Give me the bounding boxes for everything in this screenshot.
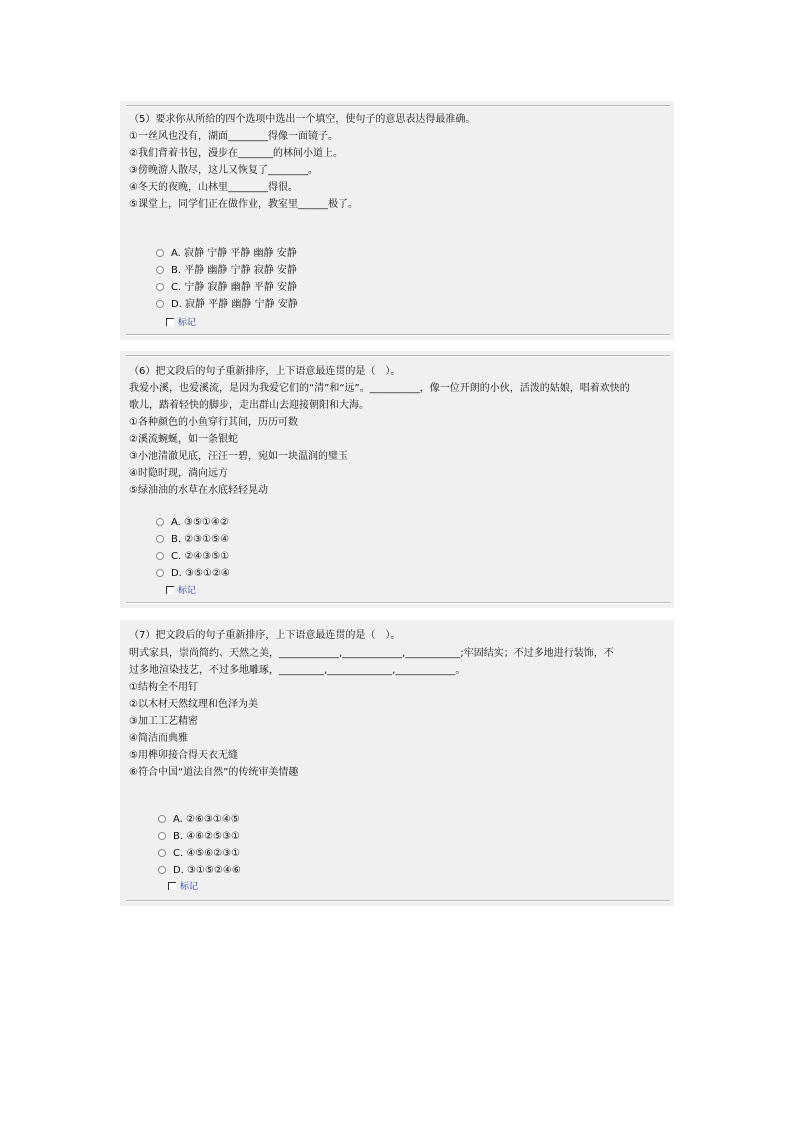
divider: [126, 105, 670, 107]
option-c[interactable]: [156, 281, 297, 295]
option-label: D. ③①⑤②④⑥: [173, 865, 241, 876]
option-d[interactable]: [156, 298, 298, 312]
question-card-7: [120, 620, 674, 906]
option-label: A. ②⑥③①④⑤: [173, 814, 240, 825]
option-label: B. ④⑥②⑤③①: [173, 831, 241, 842]
option-b[interactable]: [156, 533, 229, 547]
sentence-line: ⑥符合中国“道法自然”的传统审美情趣: [129, 767, 299, 778]
radio-button[interactable]: [156, 569, 164, 577]
sentence-line: ①一丝风也没有，湖面________得像一面镜子。: [129, 131, 338, 142]
option-label: D. 寂静 平静 幽静 宁静 安静: [171, 299, 298, 310]
option-label: B. 平静 幽静 宁静 寂静 安静: [171, 265, 297, 276]
mark-label: 标记: [178, 586, 197, 596]
question-prompt: （7）把文段后的句子重新排序，上下语意最连贯的是（ ）。: [129, 630, 401, 641]
sentence-line: ③加工工艺精密: [129, 716, 198, 727]
radio-button[interactable]: [156, 535, 164, 543]
mark-checkbox[interactable]: [166, 318, 174, 326]
option-b[interactable]: [158, 830, 240, 844]
radio-button[interactable]: [158, 832, 166, 840]
option-c[interactable]: [158, 847, 240, 861]
option-b[interactable]: [156, 264, 297, 278]
sentence-line: ①结构全不用钉: [129, 682, 198, 693]
mark-checkbox[interactable]: [166, 586, 174, 594]
option-c[interactable]: [156, 550, 229, 564]
option-d[interactable]: [156, 567, 230, 581]
sentence-line: ②溪流蜿蜒，如一条银蛇: [129, 434, 238, 445]
sentence-line: ④简洁而典雅: [129, 733, 188, 744]
divider: [126, 334, 670, 336]
radio-button[interactable]: [158, 866, 166, 874]
passage-line: 明式家具，崇尚简约、天然之美，____________,____________,___________;牢固结实；不过多地进行装饰，不: [129, 648, 614, 659]
option-label: A. 寂静 宁静 平静 幽静 安静: [171, 248, 297, 259]
divider: [126, 900, 670, 902]
mark-toggle[interactable]: [166, 317, 196, 329]
option-label: D. ③⑤①②④: [171, 568, 230, 579]
radio-button[interactable]: [156, 283, 164, 291]
question-prompt: （6）把文段后的句子重新排序，上下语意最连贯的是（ ）。: [129, 366, 401, 377]
passage-line: 歌儿，踏着轻快的脚步，走出群山去迎接朝阳和大海。: [129, 400, 369, 411]
sentence-line: ⑤用榫卯接合得天衣无缝: [129, 750, 238, 761]
sentence-line: ②以木材天然纹理和色泽为美: [129, 699, 258, 710]
option-d[interactable]: [158, 864, 241, 878]
sentence-line: ②我们背着书包，漫步在_______的林间小道上。: [129, 148, 343, 159]
option-label: C. 宁静 寂静 幽静 平静 安静: [171, 282, 298, 293]
option-label: C. ②④③⑤①: [171, 551, 230, 562]
radio-button[interactable]: [158, 849, 166, 857]
radio-button[interactable]: [156, 266, 164, 274]
mark-toggle[interactable]: [166, 585, 196, 597]
sentence-line: ③傍晚游人散尽，这儿又恢复了________。: [129, 165, 318, 176]
sentence-line: ⑤绿油油的水草在水底轻轻晃动: [129, 485, 268, 496]
passage-line: 我爱小溪，也爱溪流，是因为我爱它们的“清”和“远”。__________，像一位开朗的小伙，活泼的姑娘，唱着欢快的: [129, 383, 630, 394]
sentence-line: ⑤课堂上，同学们正在做作业，教室里______极了。: [129, 199, 358, 210]
option-label: A. ③⑤①④②: [171, 517, 229, 528]
sentence-line: ④冬天的夜晚，山林里________得很。: [129, 182, 298, 193]
mark-checkbox[interactable]: [168, 882, 176, 890]
question-card-5: [120, 101, 674, 340]
sentence-line: ④时隐时现，淌向远方: [129, 468, 228, 479]
mark-label: 标记: [180, 882, 199, 892]
divider: [126, 355, 670, 357]
divider: [126, 602, 670, 604]
sentence-line: ③小池清澈见底，汪汪一碧，宛如一块温润的璧玉: [129, 451, 348, 462]
radio-button[interactable]: [158, 815, 166, 823]
option-a[interactable]: [156, 516, 229, 530]
passage-line: 过多地渲染技艺，不过多地雕琢，_________,_____________,____________。: [129, 665, 466, 676]
question-card-6: [120, 351, 674, 608]
mark-toggle[interactable]: [168, 881, 198, 893]
option-a[interactable]: [156, 247, 297, 261]
sentence-line: ①各种颜色的小鱼穿行其间，历历可数: [129, 417, 298, 428]
option-label: C. ④⑤⑥②③①: [173, 848, 241, 859]
radio-button[interactable]: [156, 300, 164, 308]
option-label: B. ②③①⑤④: [171, 534, 230, 545]
option-a[interactable]: [158, 813, 240, 827]
radio-button[interactable]: [156, 552, 164, 560]
radio-button[interactable]: [156, 518, 164, 526]
mark-label: 标记: [178, 318, 197, 328]
radio-button[interactable]: [156, 249, 164, 257]
question-prompt: （5）要求你从所给的四个选项中选出一个填空，使句子的意思表达得最准确。: [129, 114, 476, 125]
